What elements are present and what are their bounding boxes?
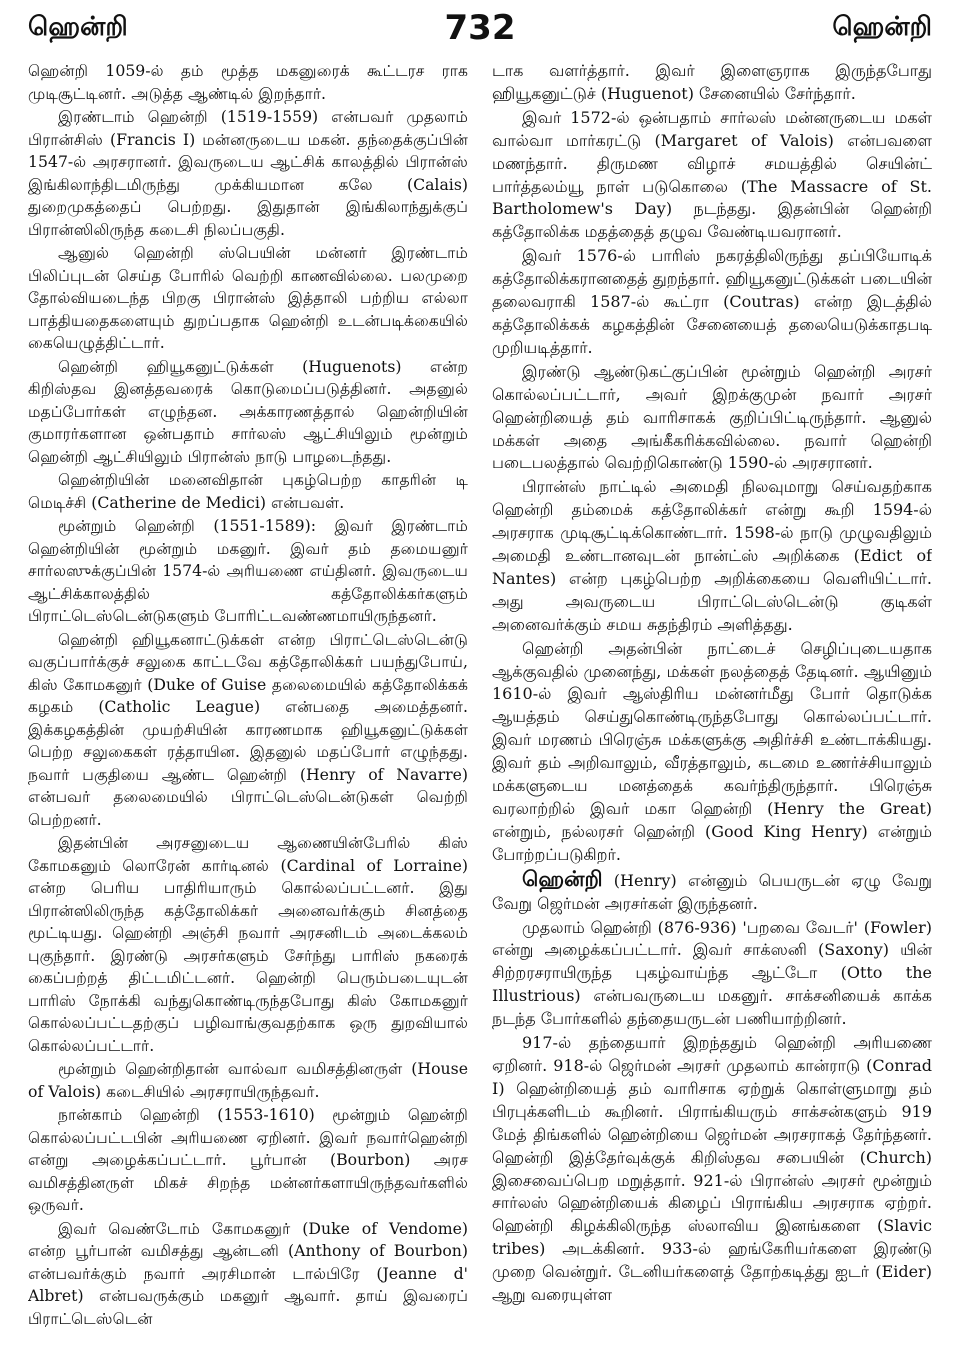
paragraph <box>492 245 932 360</box>
paragraph-text: இரண்டாம் ஹென்றி (1519-1559) என்பவர் முதலாம் பிரான்சிஸ் (Francis I) மன்னருடைய மகன். தந்தைக்குப்பின் 1547-ல் அரசரானர். இவருடைய ஆட்சிக் காலத்தில் பிரான்ஸ் இங்கிலாந்திடமிருந்து முக்கியமான கலே (Calais) துறைமுகத்தைப் பெற்றது. இதுதான் இங்கிலாந்துக்குப் பிரான்ஸிலிருந்த கடைசி நிலப்பகுதி. <box>28 107 468 239</box>
paragraph <box>28 1058 468 1103</box>
left-column <box>28 60 468 1352</box>
running-head-right: ஹென்றி <box>832 12 932 42</box>
paragraph <box>28 1104 468 1217</box>
paragraph-text: ஹென்றி ஹியூகனுட்டுக்கள் (Huguenots) என்ற கிறிஸ்தவ இனத்தவரைக் கொடுமைப்படுத்தினர். அதனுல் மதப்போர்கள் எழுந்தன. அக்காரணத்தால் ஹென்றியின் குமாரர்களான ஒன்பதாம் சார்லஸ் ஆட்சியிலும் மூன்றும் ஹென்றி ஆட்சியிலும் பிரான்ஸ் நாடு பாழடைந்தது. <box>28 356 468 466</box>
paragraph <box>492 1032 932 1307</box>
paragraph <box>28 106 468 241</box>
paragraph-text: இதன்பின் அரசனுடைய ஆணையின்பேரில் கிஸ் கோமகனும் லொரேன் கார்டினல் (Cardinal of Lorraine) என்ற பெரிய பாதிரியாரும் கொல்லப்பட்டனர். இது பிரான்ஸிலிருந்த கத்தோலிக்கர் அனைவர்க்கும் சினத்தை மூட்டியது. ஹென்றி அஞ்சி நவார் அரசனிடம் அடைக்கலம் புகுந்தார். இரண்டு அரசர்களும் சேர்ந்து பாரிஸ் நகரைக் கைப்பற்றத் திட்டமிட்டனர். ஹென்றி பெரும்படையுடன் பாரிஸ் நோக்கி வந்துகொண்டிருந்தபோது கிஸ் கோமகனுர் கொல்லப்பட்டதற்குப் பழிவாங்குவதற்காக ஒரு துறவியால் கொல்லப்பட்டார். <box>28 833 468 1055</box>
paragraph-text: ஹென்றி ஹியூகனாட்டுக்கள் என்ற பிராட்டெஸ்டென்டு வகுப்பார்க்குச் சலுகை காட்டவே கத்தோலிக்கர் பயந்துபோய், கிஸ் கோமகனுர் (Duke of Guise தலைமையில் கத்தோலிக்கக் கழகம் (Catholic League) என்பதை அமைத்தனர். இக்கழகத்தின் முயற்சியின் காரணமாக ஹியூகனுட்டுக்கள் பெற்ற சலுகைகள் ரத்தாயின. இதனுல் மதப்போர் எழுந்தது. நவார் பகுதியை ஆண்ட ஹென்றி (Henry of Navarre) என்பவர் தலைமையில் பிராட்டெஸ்டென்டுகள் வெற்றி பெற்றனர். <box>28 629 468 829</box>
paragraph-text: ஹென்றி அதன்பின் நாட்டைச் செழிப்புடையதாக ஆக்குவதில் முனைந்து, மக்கள் நலத்தைத் தேடினர். ஆயினும் 1610-ல் இவர் ஆஸ்திரிய மன்னர்மீது போர் தொடுக்க ஆயத்தம் செய்துகொண்டிருந்தபோது கொல்லப்பட்டார். இவர் மரணம் பிரெஞ்சு மக்களுக்கு அதிர்ச்சி உண்டாக்கியது. இவர் தம் அறிவாலும், வீரத்தாலும், கடமை உணர்ச்சியாலும் மக்களுடைய மனத்தைக் கவர்ந்திருந்தார். பிரெஞ்சு வரலாற்றில் இவர் மகா ஹென்றி (Henry the Great) என்றும், நல்லரசர் ஹென்றி (Good King Henry) என்றும் போற்றப்படுகிறர். <box>492 638 932 864</box>
paragraph <box>28 242 468 355</box>
paragraph-text: இவர் வெண்டோம் கோமகனுர் (Duke of Vendome) என்ற பூர்பான் வமிசத்து ஆன்டனி (Anthony of Bourbon) என்பவர்க்கும் நவார் அரசிமான் டால்பிரே (Jeanne d' Albret) என்பவருக்கும் மகனுர் ஆவார். தாய் இவரைப் பிராட்டெஸ்டென் <box>28 1218 468 1328</box>
paragraph-text: மூன்றும் ஹென்றி (1551-1589): இவர் இரண்டாம் ஹென்றியின் மூன்றும் மகனுர். இவர் தம் தமையனுர் சார்லஸுக்குப்பின் 1574-ல் அரியணை எய்தினர். இவருடைய ஆட்சிக்காலத்தில் கத்தோலிக்கர்களும் பிராட்டெஸ்டென்டுகளும் போரிட்டவண்ணமாயிருந்தனர். <box>28 516 468 625</box>
paragraph-text: இவர் 1576-ல் பாரிஸ் நகரத்திலிருந்து தப்பியோடிக் கத்தோலிக்கரானதைத் துறந்தார். ஹியூகனுட்டுக்கள் படையின் தலைவராகி 1587-ல் கூட்ரா (Coutras) என்ற இடத்தில் கத்தோலிக்கக் கழகத்தின் சேனையைத் தலையெடுக்காதபடி முறியடித்தார். <box>492 246 932 357</box>
entry-headword: ஹென்றி <box>522 865 603 891</box>
paragraph-text: இரண்டு ஆண்டுகட்குப்பின் மூன்றும் ஹென்றி அரசர் கொல்லப்பட்டார், அவர் இறக்குமுன் நவார் அரசர் ஹென்றியைத் தம் வாரிசாகக் குறிப்பிட்டிருந்தார். ஆனுல் மக்கள் அதை அங்கீகரிக்கவில்லை. நவார் ஹென்றி படைபலத்தால் வெற்றிகொண்டு 1590-ல் அரசரானர். <box>492 361 932 473</box>
paragraph-text: நான்காம் ஹென்றி (1553-1610) மூன்றும் ஹென்றி கொல்லப்பட்டபின் அரியணை ஏறினர். இவர் நவார்ஹென்றி என்று அழைக்கப்பட்டார். பூர்பான் (Bourbon) அரச வமிசத்தினருள் மிகச் சிறந்த மன்னர்களாயிருந்தவர்களில் ஒருவர். <box>28 1105 468 1214</box>
paragraph <box>28 515 468 628</box>
paragraph <box>492 476 932 636</box>
paragraph <box>28 832 468 1057</box>
paragraph <box>28 356 468 469</box>
paragraph-text: இவர் 1572-ல் ஒன்பதாம் சார்லஸ் மன்னருடைய மகள் வால்வா மார்கரட்டு (Margaret of Valois) என்பவளை மணந்தார். திருமண விழாச் சமயத்தில் செயின்ட் பார்த்தலம்யூ நாள் படுகொலை (The Massacre of St. Bartholomew's Day) நடந்தது. இதன்பின் ஹென்றி கத்தோலிக்க மதத்தைத் தழுவ வேண்டியவரானர். <box>492 107 932 242</box>
paragraph <box>28 60 468 105</box>
paragraph <box>492 917 932 1032</box>
paragraph <box>28 469 468 514</box>
paragraph-text: மூன்றும் ஹென்றிதான் வால்வா வமிசத்தினருள் (House of Valois) கடைசியில் அரசராயிருந்தவர். <box>28 1059 468 1101</box>
paragraph <box>28 629 468 832</box>
paragraph <box>492 638 932 867</box>
right-column <box>492 60 932 1352</box>
paragraph <box>28 1218 468 1331</box>
paragraph-text: பிரான்ஸ் நாட்டில் அமைதி நிலவுமாறு செய்வதற்காக ஹென்றி தம்மைக் கத்தோலிக்கர் என்று கூறி 1594-ல் அரசராக முடிசூட்டிக்கொண்டார். 1598-ல் நாடு முழுவதிலும் அமைதி உண்டானவுடன் நான்ட்ஸ் அறிக்கை (Edict of Nantes) என்ற புகழ்பெற்ற அறிக்கையை வெளியிட்டார். அது அவருடைய பிராட்டெஸ்டென்டு குடிகள் அனைவர்க்கும் சமய சுதந்திரம் அளித்தது. <box>492 477 932 634</box>
paragraph-text: (Henry) என்னும் பெயருடன் ஏழு வேறு வேறு ஜெர்மன் அரசர்கள் இருந்தனர். <box>492 870 932 913</box>
paragraph-text: டாக வளர்த்தார். இவர் இளைஞராக இருந்தபோது ஹியூகனுட்டுச் (Huguenot) சேனையில் சேர்ந்தார். <box>492 61 932 103</box>
paragraph <box>492 107 932 244</box>
paragraph <box>492 60 932 106</box>
page-header <box>0 0 960 60</box>
paragraph-text: ஹென்றியின் மனைவிதான் புகழ்பெற்ற காதரின் டி மெடிச்சி (Catherine de Medici) என்பவள். <box>28 470 468 512</box>
paragraph-text: முதலாம் ஹென்றி (876-936) 'பறவை வேடர்' (Fowler) என்று அழைக்கப்பட்டார். இவர் சாக்ஸனி (Saxony) யின் சிற்றரசராயிருந்த புகழ்வாய்ந்த ஆட்டோ (Otto the Illustrious) என்பவருடைய மகனுர். சாக்சனியைக் காக்க நடந்த போர்களில் தந்தையருடன் பணியாற்றினர். <box>492 917 932 1029</box>
paragraph <box>492 865 932 916</box>
paragraph-text: 917-ல் தந்தையார் இறந்ததும் ஹென்றி அரியணை ஏறினர். 918-ல் ஜெர்மன் அரசர் முதலாம் கான்ராடு (Conrad I) ஹென்றியைத் தம் வாரிசாக ஏற்றுக் கொள்ளுமாறு தம் பிரபுக்களிடம் கூறினர். பிராங்கியரும் சாக்சன்களும் 919 மேத் திங்களில் ஹென்றியை ஜெர்மன் அரசராகத் தேர்ந்தனர். ஹென்றி இத்தேர்வுக்குக் கிறிஸ்தவ சபையின் (Church) இசைவைப்பெற மறுத்தார். 921-ல் பிரான்ஸ் அரசர் மூன்றும் சார்லஸ் ஹென்றியைக் கிழைப் பிராங்கிய அரசராக ஏற்றர். ஹென்றி கிழக்கிலிருந்த ஸ்லாவிய இனங்களை (Slavic tribes) அடக்கினர். 933-ல் ஹங்கேரியர்களை இரண்டு முறை வென்றுர். டேனியர்களைத் தோற்கடித்து ஐடர் (Eider) ஆறு வரையுள்ள <box>492 1033 932 1305</box>
page-number: 732 <box>444 8 516 48</box>
running-head-left: ஹென்றி <box>28 12 128 42</box>
paragraph-text: ஹென்றி 1059-ல் தம் மூத்த மகனுரைக் கூட்டரச ராக முடிசூட்டினர். அடுத்த ஆண்டில் இறந்தார். <box>28 61 468 103</box>
paragraph-text: ஆனுல் ஹென்றி ஸ்பெயின் மன்னர் இரண்டாம் பிலிப்புடன் செய்த போரில் வெற்றி காணவில்லை. பலமுறை தோல்வியடைந்த பிறகு பிரான்ஸ் இத்தாலி பற்றிய எல்லா பாத்தியதைகளையும் துறப்பதாக ஹென்றி உடன்படிக்கையில் கையெழுத்திட்டார். <box>28 243 468 352</box>
paragraph <box>492 361 932 476</box>
